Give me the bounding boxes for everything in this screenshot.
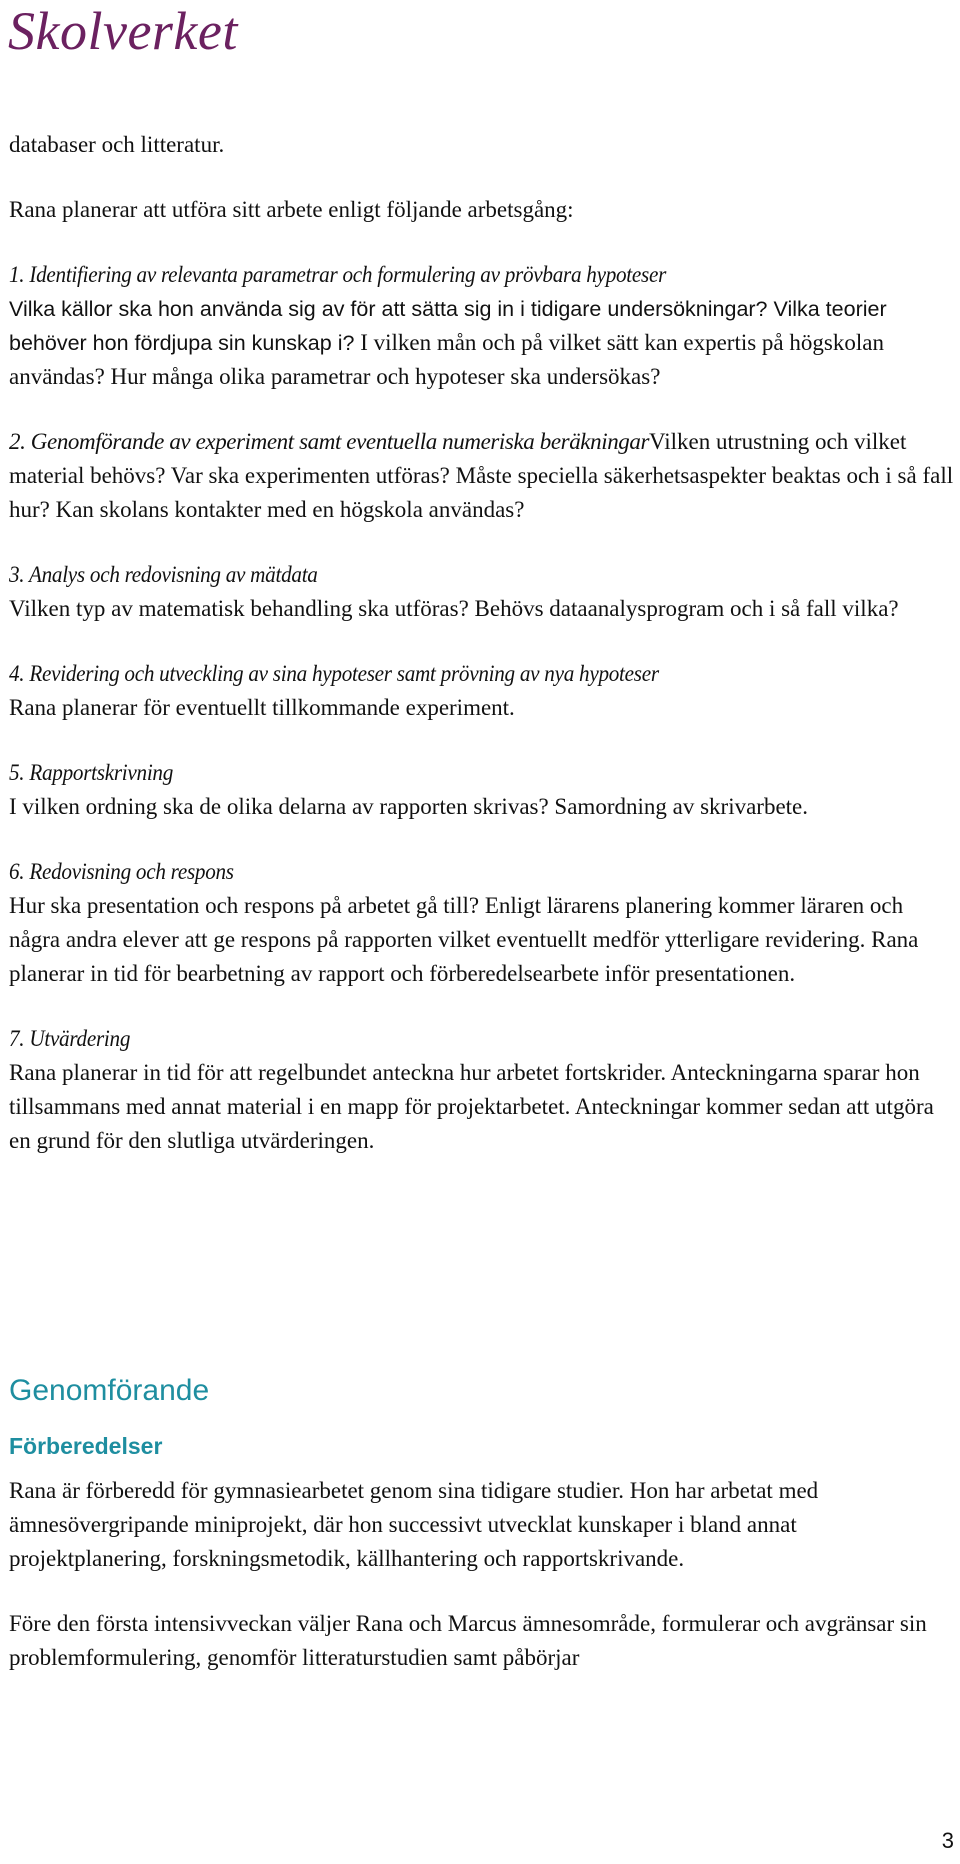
step-1 (9, 258, 954, 394)
step-body: Vilken utrustning och vilket material behövs? Var ska experimenten utföras? Måste speciella säkerhetsaspekter beaktas och i så fall hur? Kan skolans kontakter med en högskola användas? (9, 429, 954, 522)
section-subtitle: Förberedelser (9, 1433, 163, 1459)
step-heading: 6. Redovisning och respons (9, 859, 234, 884)
step-heading: 1. Identifiering av relevanta parametrar och formulering av prövbara hypoteser (9, 262, 667, 287)
step-body: Hur ska presentation och respons på arbetet gå till? Enligt lärarens planering kommer läraren och några andra elever att ge respons på rapporten vilket eventuellt medför ytterligare revidering. Rana planerar in tid för bearbetning av rapport och förberedelsearbete inför presentationen. (9, 893, 919, 986)
step-2 (9, 425, 954, 527)
step-heading: 5. Rapportskrivning (9, 760, 174, 785)
paragraph: Rana är förberedd för gymnasiearbetet genom sina tidigare studier. Hon har arbetat med ämnesövergripande miniprojekt, där hon successivt utvecklat kunskaper i bland annat projektplanering, forskningsmetodik, källhantering och rapportskrivande. (9, 1478, 819, 1571)
paragraph: databaser och litteratur. (9, 132, 225, 157)
step-body: Rana planerar för eventuellt tillkommande experiment. (9, 695, 515, 720)
step-body: Rana planerar in tid för att regelbundet anteckna hur arbetet fortskrider. Anteckningarna sparar hon tillsammans med annat material i en mapp för projektarbetet. Anteckningar kommer sedan att utgöra en grund för den slutliga utvärderingen. (9, 1060, 934, 1153)
step-heading: 7. Utvärdering (9, 1026, 131, 1051)
document-body (9, 128, 954, 1158)
step-5 (9, 756, 954, 824)
step-4 (9, 657, 954, 725)
page-number: 3 (941, 1828, 954, 1853)
skolverket-logo: Skolverket (8, 1, 238, 61)
step-body: Vilken typ av matematisk behandling ska utföras? Behövs dataanalysprogram och i så fall vilka? (9, 596, 899, 621)
step-heading: 2. Genomförande av experiment samt eventuella numeriska beräkningar (9, 429, 650, 454)
step-3 (9, 558, 954, 626)
step-7 (9, 1022, 954, 1158)
step-body: I vilken mån och på vilket sätt kan expertis på högskolan användas? Hur många olika parametrar och hypoteser ska undersökas? (9, 330, 884, 389)
step-body: I vilken ordning ska de olika delarna av rapporten skrivas? Samordning av skrivarbete. (9, 794, 809, 819)
section-title: Genomförande (9, 1374, 210, 1407)
step-heading: 4. Revidering och utveckling av sina hypoteser samt prövning av nya hypoteser (9, 661, 659, 686)
step-body: Vilka källor ska hon använda sig av för att sätta sig in i tidigare undersökningar? Vilka teorier behöver hon fördjupa sin kunskap i? (9, 297, 887, 355)
step-heading: 3. Analys och redovisning av mätdata (9, 562, 318, 587)
section-body (9, 1474, 954, 1675)
paragraph: Före den första intensivveckan väljer Rana och Marcus ämnesområde, formulerar och avgränsar sin problemformulering, genomför litteraturstudien samt påbörjar (9, 1611, 927, 1670)
step-6 (9, 855, 954, 991)
paragraph: Rana planerar att utföra sitt arbete enligt följande arbetsgång: (9, 197, 574, 222)
